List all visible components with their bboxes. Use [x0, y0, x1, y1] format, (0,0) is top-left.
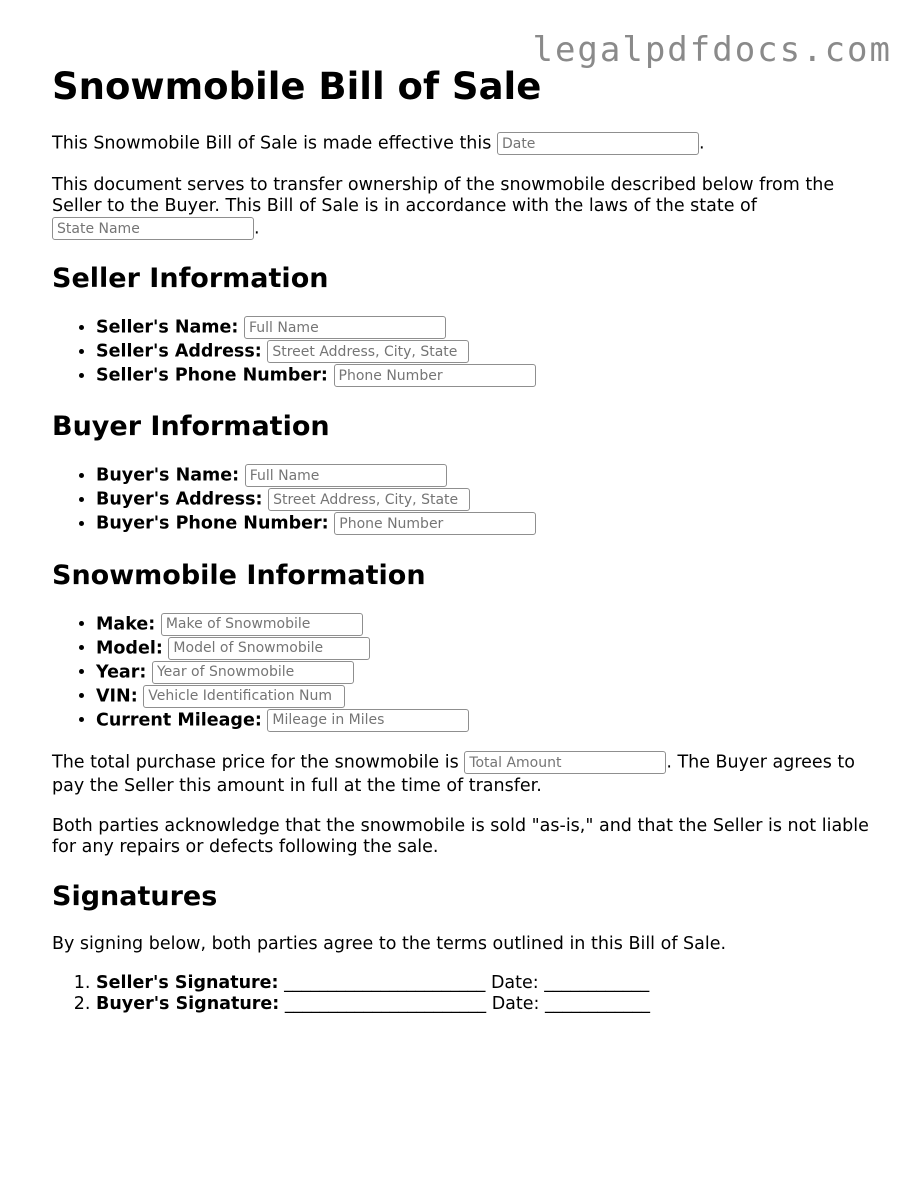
buyer-name-input[interactable]	[245, 464, 447, 487]
total-amount-input[interactable]	[464, 751, 666, 774]
as-is-paragraph: Both parties acknowledge that the snowmobile is sold "as-is," and that the Seller is not liable for any repairs or defects following the sale.	[52, 815, 869, 857]
list-item	[96, 994, 872, 1016]
buyer-phone-input[interactable]	[334, 512, 536, 535]
list-item	[96, 364, 872, 388]
seller-address-input[interactable]	[267, 340, 469, 363]
mileage-input[interactable]	[267, 709, 469, 732]
effective-date-text: This Snowmobile Bill of Sale is made effective this	[52, 133, 492, 154]
buyer-signature-label: Buyer's Signature:	[96, 994, 280, 1015]
list-item	[96, 709, 872, 733]
buyer-heading: Buyer Information	[52, 411, 330, 443]
seller-name-input[interactable]	[244, 316, 446, 339]
state-name-input[interactable]	[52, 217, 254, 240]
seller-list	[52, 316, 872, 388]
vin-label: VIN:	[96, 686, 138, 707]
buyer-phone-label: Buyer's Phone Number:	[96, 513, 329, 534]
price-terms-text: . The Buyer agrees to pay the Seller this amount in full at the time of transfer.	[52, 752, 855, 796]
list-item	[96, 488, 872, 512]
transfer-paragraph	[52, 175, 872, 240]
list-item	[96, 637, 872, 661]
watermark: legalpdfdocs.com	[532, 30, 892, 70]
buyer-name-label: Buyer's Name:	[96, 465, 240, 486]
document-page	[52, 64, 872, 1016]
list-item	[96, 340, 872, 364]
price-paragraph	[52, 751, 872, 798]
buyer-list	[52, 464, 872, 536]
price-text: The total purchase price for the snowmobile is	[52, 752, 459, 773]
list-item	[96, 316, 872, 340]
period: .	[698, 133, 705, 154]
model-input[interactable]	[168, 637, 370, 660]
seller-phone-label: Seller's Phone Number:	[96, 365, 328, 386]
signatures-intro: By signing below, both parties agree to the terms outlined in this Bill of Sale.	[52, 933, 727, 954]
snowmobile-heading: Snowmobile Information	[52, 559, 426, 591]
make-input[interactable]	[161, 613, 363, 636]
buyer-signature-line: _______________________ Date: ____________	[284, 994, 650, 1015]
model-label: Model:	[96, 638, 163, 659]
seller-signature-label: Seller's Signature:	[96, 972, 279, 993]
buyer-address-input[interactable]	[268, 488, 470, 511]
seller-heading: Seller Information	[52, 263, 329, 294]
date-input[interactable]	[497, 132, 699, 155]
list-item	[96, 685, 872, 709]
make-label: Make:	[96, 614, 156, 635]
buyer-address-label: Buyer's Address:	[96, 489, 263, 510]
signatures-list	[52, 973, 872, 1016]
list-item	[96, 512, 872, 536]
seller-phone-input[interactable]	[334, 364, 536, 387]
list-item	[96, 661, 872, 685]
effective-date-paragraph	[52, 132, 872, 155]
seller-signature-line: _______________________ Date: ____________	[284, 972, 650, 993]
transfer-text: This document serves to transfer ownership of the snowmobile described below from the Seller to the Buyer. This Bill of Sale is in accordance with the laws of the state of	[52, 175, 835, 216]
vin-input[interactable]	[143, 685, 345, 708]
seller-address-label: Seller's Address:	[96, 341, 262, 362]
list-item	[96, 973, 872, 995]
signatures-heading: Signatures	[52, 880, 218, 912]
page-title: Snowmobile Bill of Sale	[52, 65, 542, 108]
seller-name-label: Seller's Name:	[96, 317, 239, 338]
list-item	[96, 464, 872, 488]
year-label: Year:	[96, 662, 147, 683]
snowmobile-list	[52, 613, 872, 733]
mileage-label: Current Mileage:	[96, 710, 262, 731]
period: .	[254, 218, 260, 239]
year-input[interactable]	[152, 661, 354, 684]
list-item	[96, 613, 872, 637]
